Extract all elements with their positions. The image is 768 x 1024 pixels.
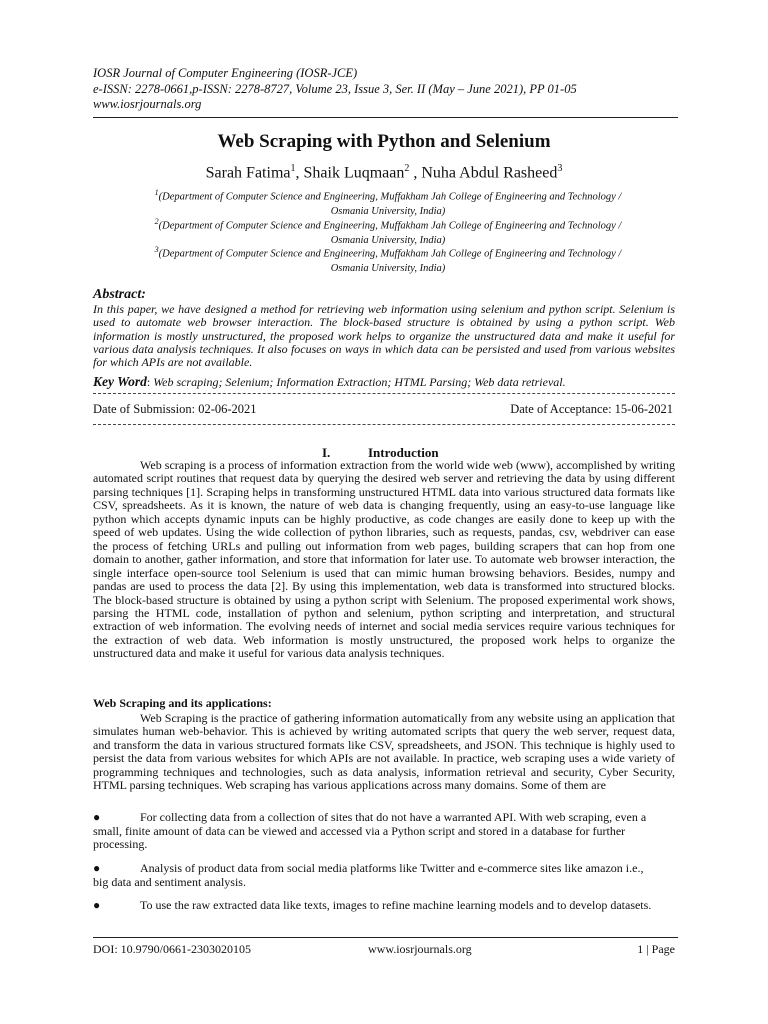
subsection-heading: Web Scraping and its applications: bbox=[93, 696, 272, 710]
journal-name: IOSR Journal of Computer Engineering (IOSR-JCE) bbox=[93, 66, 358, 80]
keywords-text: Web scraping; Selenium; Information Extraction; HTML Parsing; Web data retrieval. bbox=[150, 375, 566, 389]
dashed-rule bbox=[93, 393, 675, 394]
affiliation-line: (Department of Computer Science and Engineering, Muffakham Jah College of Engineering and Technology / bbox=[158, 191, 622, 203]
author-sup: 2 bbox=[404, 163, 410, 174]
author-separator: , bbox=[295, 164, 304, 182]
list-item bbox=[93, 811, 653, 852]
affiliation-line: (Department of Computer Science and Engineering, Muffakham Jah College of Engineering and Technology / bbox=[158, 248, 622, 260]
section-title: Introduction bbox=[368, 445, 439, 460]
header-rule bbox=[93, 117, 678, 118]
author-name: Sarah Fatima bbox=[205, 164, 291, 182]
bullet-dot: ● bbox=[93, 861, 101, 875]
affiliation-line: Osmania University, India) bbox=[330, 262, 446, 274]
keywords bbox=[93, 374, 683, 390]
journal-issn: e-ISSN: 2278-0661,p-ISSN: 2278-8727, Volume 23, Issue 3, Ser. II (May – June 2021), PP 01-05 bbox=[93, 81, 577, 96]
page-number: 1 | Page bbox=[637, 942, 675, 956]
abstract-text: In this paper, we have designed a method for retrieving web information using selenium and python script. Selenium is used to automate web browser interaction. The block-based structure is obtained by using a python script. Web information is mostly unstructured, the proposed work helps to organize the unstructured data and make it useful for various data analysis techniques. It also focuses on ways in which data can be persisted and used from various websites for which APIs are not available. bbox=[93, 302, 675, 370]
author-list bbox=[0, 163, 768, 182]
journal-header bbox=[93, 66, 683, 113]
page-footer bbox=[93, 942, 675, 957]
author-sup: 3 bbox=[557, 163, 563, 174]
bullet-dot: ● bbox=[93, 810, 101, 824]
dashed-rule bbox=[93, 424, 675, 425]
journal-website: www.iosrjournals.org bbox=[93, 97, 202, 111]
author-name: Nuha Abdul Rasheed bbox=[421, 164, 558, 182]
acceptance-date: Date of Acceptance: 15-06-2021 bbox=[510, 402, 673, 416]
affiliation bbox=[118, 186, 658, 219]
affiliation-sup: 2 bbox=[154, 217, 159, 226]
dates-row bbox=[93, 402, 673, 417]
author-sup: 1 bbox=[290, 163, 296, 174]
footer-doi: DOI: 10.9790/0661-2303020105 bbox=[93, 942, 251, 956]
affiliation-line: Osmania University, India) bbox=[330, 234, 446, 246]
footer-rule bbox=[93, 937, 678, 938]
affiliation-line: (Department of Computer Science and Engineering, Muffakham Jah College of Engineering and Technology / bbox=[158, 220, 622, 232]
list-item bbox=[93, 899, 653, 913]
introduction-paragraph bbox=[93, 459, 675, 661]
bullet-text: For collecting data from a collection of sites that do not have a warranted API. With web scraping, even a small, finite amount of data can be viewed and accessed via a Python script and stored in a database for further processing. bbox=[93, 810, 647, 851]
submission-date: Date of Submission: 02-06-2021 bbox=[93, 402, 257, 416]
paper-title: Web Scraping with Python and Selenium bbox=[217, 131, 551, 152]
author-name: Shaik Luqmaan bbox=[303, 164, 405, 182]
bullet-text: Analysis of product data from social media platforms like Twitter and e-commerce sites like amazon i.e., big data and sentiment analysis. bbox=[93, 861, 644, 889]
abstract-label: Abstract: bbox=[93, 287, 146, 302]
author-separator: , bbox=[409, 164, 422, 182]
bullet-text: To use the raw extracted data like texts, images to refine machine learning models and to develop datasets. bbox=[140, 898, 652, 912]
affiliation-sup: 1 bbox=[154, 188, 159, 197]
list-item bbox=[93, 862, 653, 889]
keywords-label: Key Word bbox=[93, 374, 147, 389]
applications-text: Web Scraping is the practice of gathering information automatically from any website using an application that simulates human web-behavior. This is achieved by writing automated scripts that query the web server, request data, and transform the data in various structured formats like CSV, spreadsheets, and JSON. This technique is highly used to persist the data from various websites for which APIs are not available. In practice, web scraping uses a wide variety of programming techniques and technologies, such as data analysis, information retrieval and security, Cyber Security, HTML parsing techniques. Web scraping has various applications across many domains. Some of them are bbox=[93, 711, 675, 793]
footer-website: www.iosrjournals.org bbox=[368, 942, 472, 956]
section-number: I. bbox=[322, 445, 331, 460]
introduction-text: Web scraping is a process of information extraction from the world wide web (www), accomplished by writing automated script routines that request data by querying the desired web server and retrieving the data by using different parsing techniques [1]. Scraping helps in transforming unstructured HTML data into various structured data formats like CSV, spreadsheets. As it is known, the nature of web data is changing frequently, using an easy-to-use language like python which accepts dynamic inputs can be highly productive, as code changes are easily done to keep up with the speed of web updates. Using the wide collection of python libraries, such as requests, pandas, csv, webdriver can ease the process of fetching URLs and pulling out information from web pages, building scrapers that can hop from one domain to another, gather information, and store that information for later use. To automate web browser interaction, the single interface open-source tool Selenium is used that can mimic human browsing behaviors. Besides, numpy and pandas are used to process the data [2]. By using this implementation, web data is transformed into structured blocks. The block-based structure is obtained by using a python script with Selenium. The proposed experimental work shows, parsing the HTML code, installation of python and selenium, python scripting and interpretation, and structural extraction of web information. The evolving needs of internet and social media services require various techniques for the extraction of web data. Web information is mostly unstructured, the proposed work helps to organize the unstructured data and make it useful for various data analysis techniques. bbox=[93, 458, 675, 661]
affiliation-sup: 3 bbox=[154, 245, 159, 254]
affiliation bbox=[118, 243, 658, 276]
applications-paragraph bbox=[93, 712, 675, 793]
bullet-dot: ● bbox=[93, 898, 101, 912]
keywords-separator: : bbox=[146, 375, 151, 389]
affiliation-line: Osmania University, India) bbox=[330, 205, 446, 217]
